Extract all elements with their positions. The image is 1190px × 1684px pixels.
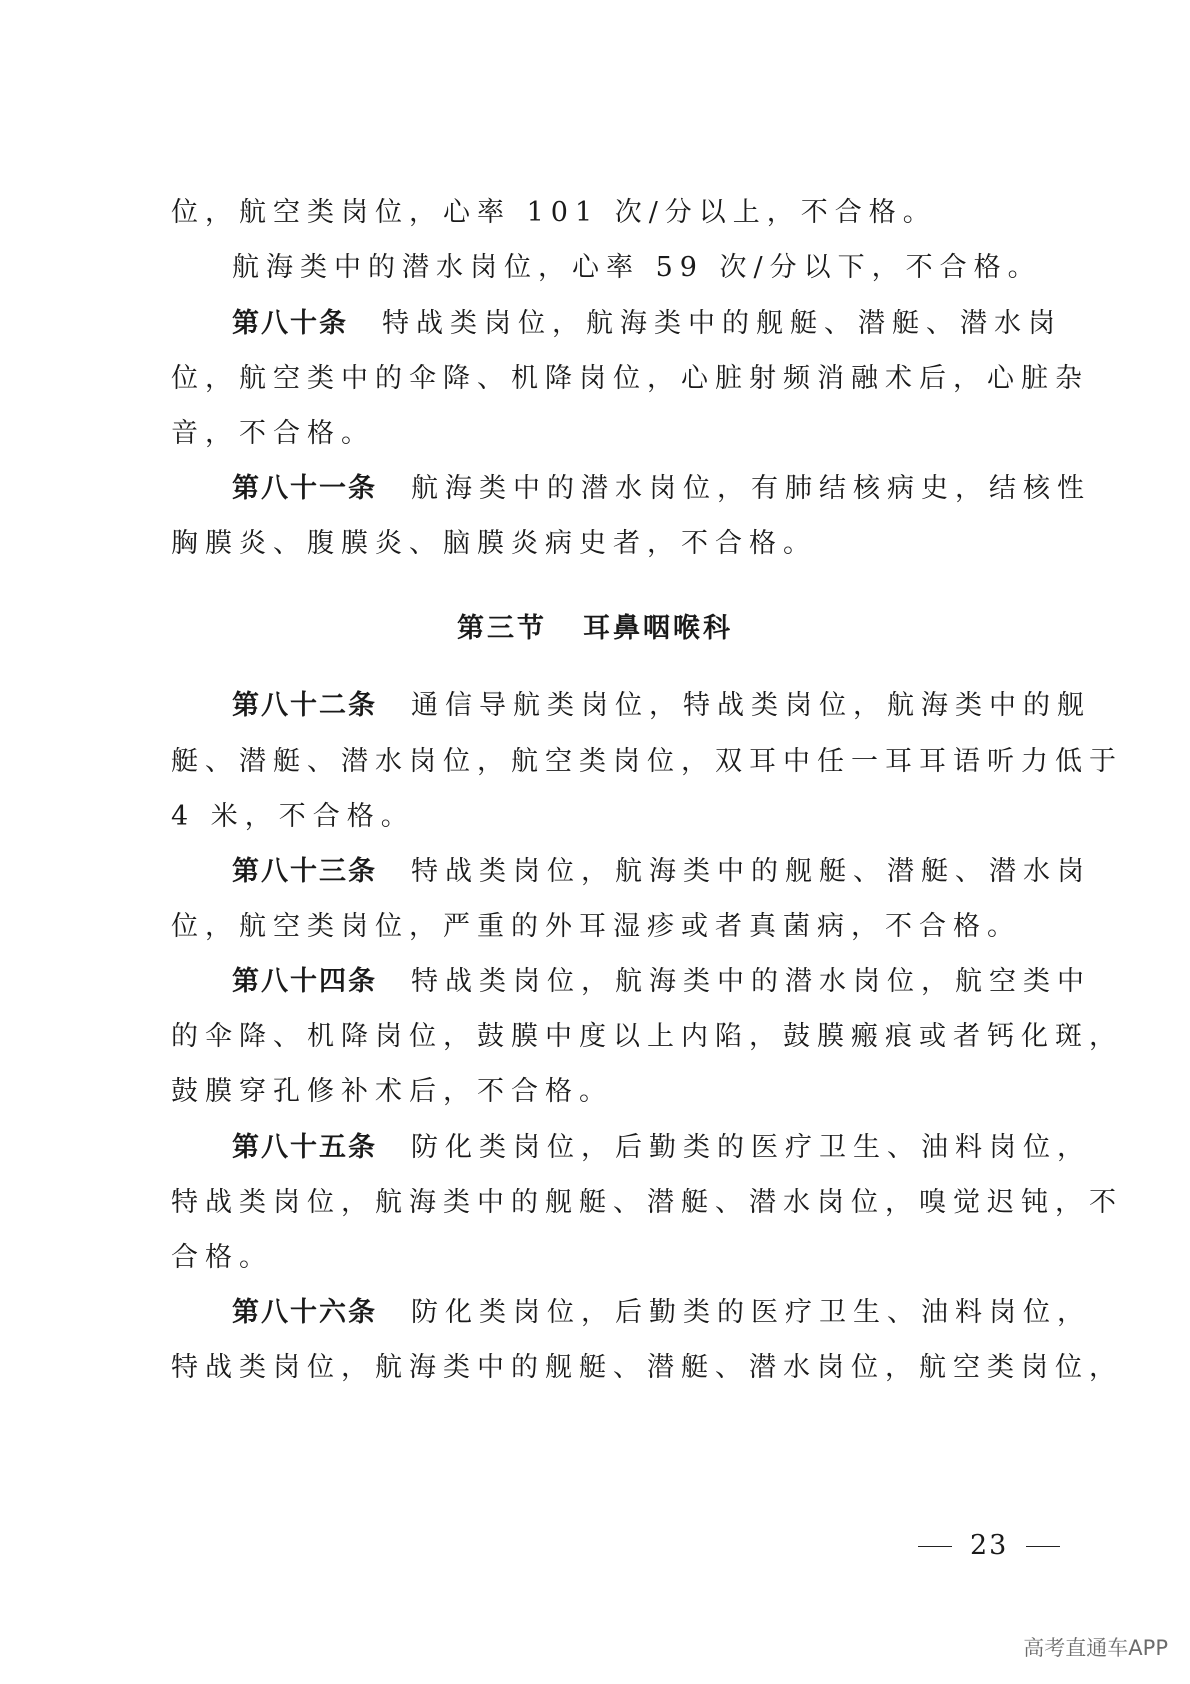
text-line [171,524,1051,564]
article-label: 第八十条 [232,308,348,339]
article-line [232,1128,1112,1168]
article-line [232,852,1112,892]
line-text: 航海类中的潜水岗位，心率 59 次/分以下，不合格。 [232,252,1042,283]
line-text: 的伞降、机降岗位，鼓膜中度以上内陷，鼓膜瘢痕或者钙化斑， [171,1021,1123,1052]
article-label: 第八十四条 [232,966,377,997]
section-title: 耳鼻咽喉科 [583,613,733,644]
article-label: 第八十六条 [232,1297,377,1328]
dash-left [918,1546,952,1547]
article-label: 第八十一条 [232,473,377,504]
article-line [232,962,1112,1002]
article-label: 第八十三条 [232,856,377,887]
text-line [171,907,1051,947]
line-text: 合格。 [171,1242,273,1273]
line-text: 特战类岗位，航海类中的舰艇、潜艇、潜水岗 [411,856,1091,887]
line-text: 航海类中的潜水岗位，有肺结核病史，结核性 [411,473,1091,504]
article-label: 第八十二条 [232,690,377,721]
article-line [232,1293,1112,1333]
line-text: 位，航空类岗位，心率 101 次/分以上，不合格。 [171,197,937,228]
line-text: 胸膜炎、腹膜炎、脑膜炎病史者，不合格。 [171,528,817,559]
page-number-text: 23 [970,1530,1009,1561]
text-line [171,359,1089,399]
line-text: 4 米，不合格。 [171,801,415,832]
line-text: 位，航空类中的伞降、机降岗位，心脏射频消融术后，心脏杂 [171,363,1089,394]
line-text: 通信导航类岗位，特战类岗位，航海类中的舰 [411,690,1091,721]
text-line [171,1017,1123,1057]
line-text: 特战类岗位，航海类中的舰艇、潜艇、潜水岗位，嗅觉迟钝，不 [171,1187,1123,1218]
text-line [171,193,1051,233]
section-heading [0,606,1190,645]
line-text: 特战类岗位，航海类中的潜水岗位，航空类中 [411,966,1091,997]
line-text: 鼓膜穿孔修补术后，不合格。 [171,1076,613,1107]
line-text: 特战类岗位，航海类中的舰艇、潜艇、潜水岗 [382,308,1062,339]
article-label: 第八十五条 [232,1132,377,1163]
line-text: 艇、潜艇、潜水岗位，航空类岗位，双耳中任一耳耳语听力低于 [171,746,1123,777]
article-line [232,469,1112,509]
text-line [171,1238,1051,1278]
line-text: 防化类岗位，后勤类的医疗卫生、油料岗位， [411,1132,1091,1163]
text-line [171,1348,1123,1388]
text-line [171,1072,1051,1112]
text-line [171,414,1051,454]
article-line [232,686,1112,726]
line-text: 防化类岗位，后勤类的医疗卫生、油料岗位， [411,1297,1091,1328]
watermark: 高考直通车APP [1023,1636,1168,1660]
page-number [900,1530,1078,1561]
text-line [171,797,1051,837]
text-line [232,248,1112,288]
section-number: 第三节 [457,613,547,644]
line-text: 特战类岗位，航海类中的舰艇、潜艇、潜水岗位，航空类岗位， [171,1352,1123,1383]
text-line [171,1183,1123,1223]
text-line [171,742,1123,782]
article-line [232,304,1112,344]
line-text: 位，航空类岗位，严重的外耳湿疹或者真菌病，不合格。 [171,911,1021,942]
dash-right [1026,1546,1060,1547]
line-text: 音，不合格。 [171,418,375,449]
